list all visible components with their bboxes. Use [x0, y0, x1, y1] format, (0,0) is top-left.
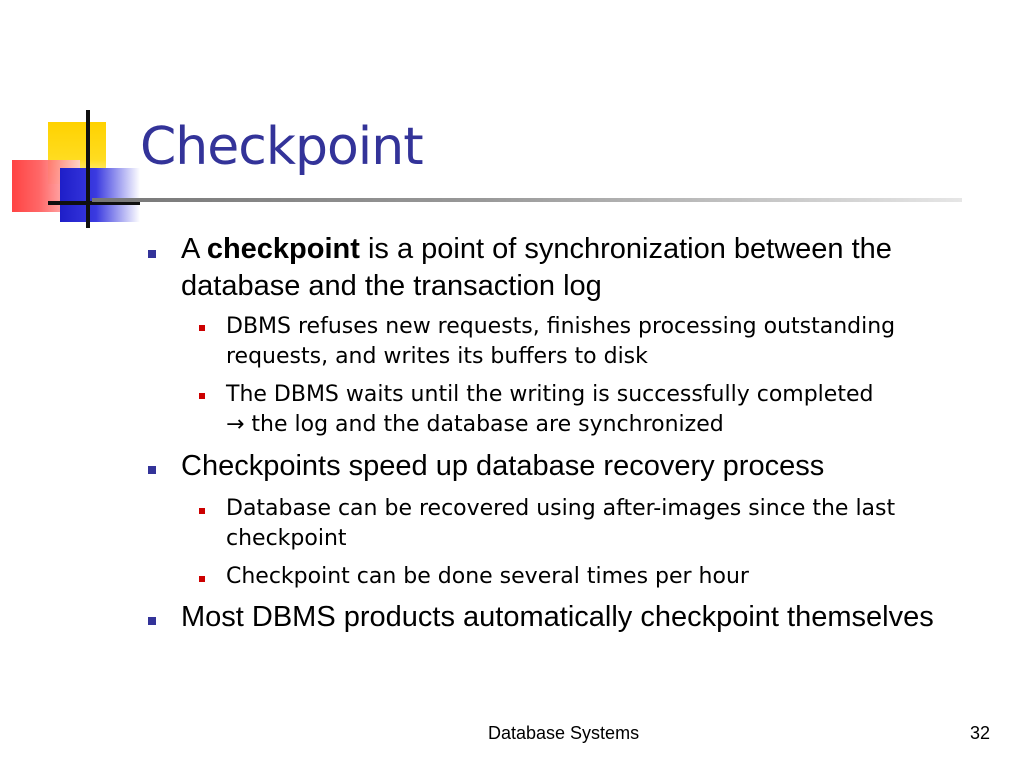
corner-decoration [0, 0, 140, 240]
bullet-item-1 [181, 231, 991, 305]
sub-bullet-1-2 [226, 380, 1001, 440]
bullet-1-keyword: checkpoint [206, 233, 360, 265]
sub-bullet-1-2-line1: The DBMS waits until the writing is successfully completed [226, 382, 874, 407]
bullet-item-3: Most DBMS products automatically checkpoint themselves [181, 601, 934, 633]
right-arrow-icon: → [226, 412, 245, 437]
bullet-item-2: Checkpoints speed up database recovery process [181, 450, 825, 482]
bullet-marker-square [148, 466, 156, 474]
decor-vertical-line [86, 110, 90, 228]
footer-page-number: 32 [970, 723, 991, 743]
footer-course-title: Database Systems [488, 723, 640, 743]
sub-bullet-1-2-line2: the log and the database are synchronized [244, 412, 724, 437]
bullet-1-text-post: is a point of synchronization between the database and the transaction log [181, 233, 892, 302]
slide-title: Checkpoint [140, 117, 423, 177]
title-underline [92, 198, 962, 202]
decor-blue-square [60, 168, 140, 222]
sub-bullet-marker-square [199, 508, 205, 514]
bullet-marker-square [148, 617, 156, 625]
sub-bullet-marker-square [199, 576, 205, 582]
sub-bullet-2-2: Checkpoint can be done several times per hour [226, 564, 749, 589]
sub-bullet-marker-square [199, 325, 205, 331]
bullet-1-text-pre: A [181, 233, 207, 265]
sub-bullet-marker-square [199, 393, 205, 399]
bullet-marker-square [148, 250, 156, 258]
sub-bullet-1-1: DBMS refuses new requests, finishes processing outstanding requests, and writes its buffers to disk [226, 314, 896, 369]
sub-bullet-2-1: Database can be recovered using after-images since the last checkpoint [226, 496, 896, 551]
